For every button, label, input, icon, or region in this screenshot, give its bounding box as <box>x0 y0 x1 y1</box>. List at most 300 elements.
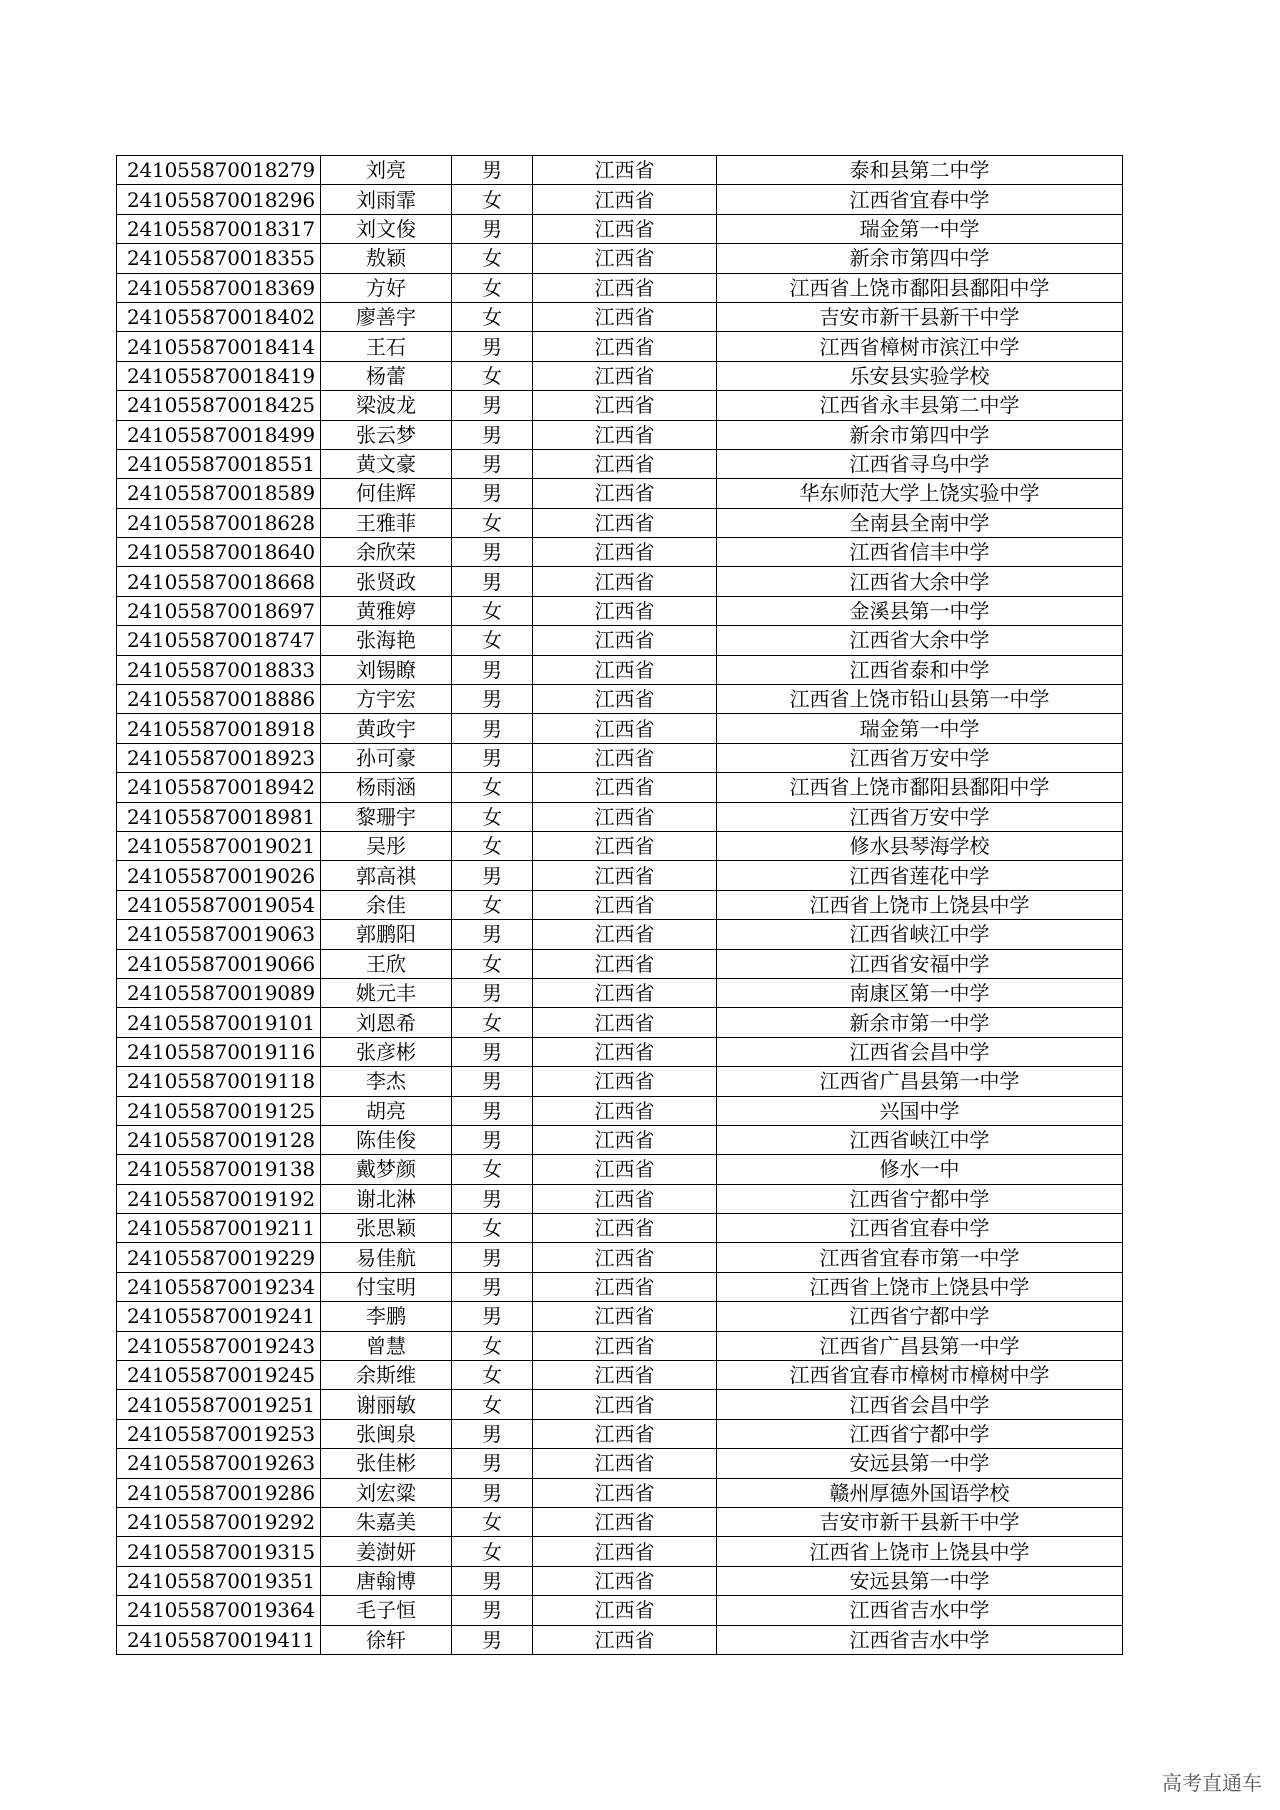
province-cell: 江西省 <box>533 743 717 772</box>
school-cell: 江西省万安中学 <box>717 802 1123 831</box>
name-cell: 杨雨涵 <box>321 773 452 802</box>
table-row <box>117 538 1123 567</box>
candidate-id-cell: 241055870019229 <box>117 1243 321 1272</box>
name-cell: 方宇宏 <box>321 685 452 714</box>
school-cell: 江西省上饶市鄱阳县鄱阳中学 <box>717 273 1123 302</box>
table-row <box>117 1331 1123 1360</box>
gender-cell: 男 <box>452 1096 533 1125</box>
province-cell: 江西省 <box>533 1067 717 1096</box>
table-row <box>117 508 1123 537</box>
table-row <box>117 185 1123 214</box>
gender-cell: 男 <box>452 391 533 420</box>
candidate-id-cell: 241055870019101 <box>117 1008 321 1037</box>
gender-cell: 男 <box>452 1449 533 1478</box>
gender-cell: 女 <box>452 185 533 214</box>
candidate-id-cell: 241055870018697 <box>117 596 321 625</box>
name-cell: 何佳辉 <box>321 479 452 508</box>
school-cell: 江西省永丰县第二中学 <box>717 391 1123 420</box>
name-cell: 余斯维 <box>321 1361 452 1390</box>
school-cell: 兴国中学 <box>717 1096 1123 1125</box>
province-cell: 江西省 <box>533 978 717 1007</box>
table-row <box>117 567 1123 596</box>
school-cell: 江西省上饶市铅山县第一中学 <box>717 685 1123 714</box>
gender-cell: 男 <box>452 1272 533 1301</box>
gender-cell: 男 <box>452 1625 533 1654</box>
name-cell: 梁波龙 <box>321 391 452 420</box>
province-cell: 江西省 <box>533 1155 717 1184</box>
gender-cell: 女 <box>452 361 533 390</box>
province-cell: 江西省 <box>533 538 717 567</box>
candidate-id-cell: 241055870018628 <box>117 508 321 537</box>
candidate-id-cell: 241055870019351 <box>117 1566 321 1595</box>
candidate-id-cell: 241055870019054 <box>117 890 321 919</box>
name-cell: 王欣 <box>321 949 452 978</box>
gender-cell: 男 <box>452 978 533 1007</box>
name-cell: 胡亮 <box>321 1096 452 1125</box>
school-cell: 全南县全南中学 <box>717 508 1123 537</box>
school-cell: 新余市第四中学 <box>717 420 1123 449</box>
gender-cell: 男 <box>452 214 533 243</box>
school-cell: 江西省宜春市第一中学 <box>717 1243 1123 1272</box>
table-row <box>117 861 1123 890</box>
province-cell: 江西省 <box>533 1419 717 1448</box>
school-cell: 瑞金第一中学 <box>717 714 1123 743</box>
school-cell: 乐安县实验学校 <box>717 361 1123 390</box>
school-cell: 江西省寻乌中学 <box>717 449 1123 478</box>
table-row <box>117 1537 1123 1566</box>
name-cell: 戴梦颜 <box>321 1155 452 1184</box>
table-row <box>117 1008 1123 1037</box>
gender-cell: 女 <box>452 1537 533 1566</box>
name-cell: 刘锡瞭 <box>321 655 452 684</box>
school-cell: 江西省吉水中学 <box>717 1625 1123 1654</box>
name-cell: 唐翰博 <box>321 1566 452 1595</box>
province-cell: 江西省 <box>533 626 717 655</box>
name-cell: 姚元丰 <box>321 978 452 1007</box>
candidate-id-cell: 241055870018942 <box>117 773 321 802</box>
gender-cell: 女 <box>452 596 533 625</box>
school-cell: 江西省樟树市滨江中学 <box>717 332 1123 361</box>
gender-cell: 男 <box>452 1419 533 1448</box>
name-cell: 毛子恒 <box>321 1596 452 1625</box>
province-cell: 江西省 <box>533 1507 717 1536</box>
province-cell: 江西省 <box>533 685 717 714</box>
name-cell: 张佳彬 <box>321 1449 452 1478</box>
candidate-id-cell: 241055870019138 <box>117 1155 321 1184</box>
province-cell: 江西省 <box>533 391 717 420</box>
candidate-id-cell: 241055870019128 <box>117 1125 321 1154</box>
candidate-id-cell: 241055870019251 <box>117 1390 321 1419</box>
province-cell: 江西省 <box>533 1331 717 1360</box>
candidate-id-cell: 241055870018833 <box>117 655 321 684</box>
school-cell: 安远县第一中学 <box>717 1566 1123 1595</box>
name-cell: 黄文豪 <box>321 449 452 478</box>
province-cell: 江西省 <box>533 773 717 802</box>
gender-cell: 女 <box>452 773 533 802</box>
province-cell: 江西省 <box>533 508 717 537</box>
gender-cell: 女 <box>452 949 533 978</box>
province-cell: 江西省 <box>533 1243 717 1272</box>
name-cell: 廖善宇 <box>321 302 452 331</box>
table-row <box>117 391 1123 420</box>
province-cell: 江西省 <box>533 332 717 361</box>
candidate-id-cell: 241055870018747 <box>117 626 321 655</box>
gender-cell: 男 <box>452 920 533 949</box>
table-row <box>117 655 1123 684</box>
school-cell: 江西省安福中学 <box>717 949 1123 978</box>
name-cell: 杨蕾 <box>321 361 452 390</box>
watermark-text: 高考直通车 <box>1162 1771 1262 1795</box>
table-row <box>117 214 1123 243</box>
school-cell: 江西省泰和中学 <box>717 655 1123 684</box>
school-cell: 江西省上饶市上饶县中学 <box>717 1537 1123 1566</box>
name-cell: 张彦彬 <box>321 1037 452 1066</box>
name-cell: 郭鹏阳 <box>321 920 452 949</box>
candidate-id-cell: 241055870019089 <box>117 978 321 1007</box>
candidate-id-cell: 241055870019192 <box>117 1184 321 1213</box>
gender-cell: 男 <box>452 538 533 567</box>
candidate-id-cell: 241055870018499 <box>117 420 321 449</box>
school-cell: 江西省峡江中学 <box>717 920 1123 949</box>
gender-cell: 女 <box>452 508 533 537</box>
province-cell: 江西省 <box>533 1537 717 1566</box>
gender-cell: 女 <box>452 1155 533 1184</box>
province-cell: 江西省 <box>533 1096 717 1125</box>
school-cell: 江西省广昌县第一中学 <box>717 1067 1123 1096</box>
table-row <box>117 1125 1123 1154</box>
candidate-id-cell: 241055870018279 <box>117 156 321 185</box>
gender-cell: 女 <box>452 1214 533 1243</box>
province-cell: 江西省 <box>533 361 717 390</box>
province-cell: 江西省 <box>533 802 717 831</box>
roster-body <box>117 156 1123 1655</box>
school-cell: 江西省宜春中学 <box>717 1214 1123 1243</box>
school-cell: 江西省万安中学 <box>717 743 1123 772</box>
school-cell: 吉安市新干县新干中学 <box>717 302 1123 331</box>
gender-cell: 男 <box>452 567 533 596</box>
name-cell: 曾慧 <box>321 1331 452 1360</box>
school-cell: 南康区第一中学 <box>717 978 1123 1007</box>
table-row <box>117 626 1123 655</box>
school-cell: 华东师范大学上饶实验中学 <box>717 479 1123 508</box>
name-cell: 敖颖 <box>321 244 452 273</box>
name-cell: 黎珊宇 <box>321 802 452 831</box>
table-row <box>117 332 1123 361</box>
name-cell: 刘宏粱 <box>321 1478 452 1507</box>
gender-cell: 女 <box>452 1507 533 1536</box>
table-row <box>117 1449 1123 1478</box>
table-row <box>117 1155 1123 1184</box>
province-cell: 江西省 <box>533 861 717 890</box>
province-cell: 江西省 <box>533 1390 717 1419</box>
gender-cell: 女 <box>452 244 533 273</box>
school-cell: 江西省吉水中学 <box>717 1596 1123 1625</box>
candidate-id-cell: 241055870019211 <box>117 1214 321 1243</box>
table-row <box>117 420 1123 449</box>
province-cell: 江西省 <box>533 1302 717 1331</box>
table-row <box>117 1419 1123 1448</box>
gender-cell: 男 <box>452 332 533 361</box>
name-cell: 王石 <box>321 332 452 361</box>
candidate-id-cell: 241055870018589 <box>117 479 321 508</box>
province-cell: 江西省 <box>533 244 717 273</box>
candidate-id-cell: 241055870019026 <box>117 861 321 890</box>
candidate-id-cell: 241055870019063 <box>117 920 321 949</box>
gender-cell: 男 <box>452 1596 533 1625</box>
province-cell: 江西省 <box>533 655 717 684</box>
gender-cell: 女 <box>452 802 533 831</box>
gender-cell: 女 <box>452 302 533 331</box>
province-cell: 江西省 <box>533 949 717 978</box>
name-cell: 朱嘉美 <box>321 1507 452 1536</box>
table-row <box>117 1037 1123 1066</box>
candidate-id-cell: 241055870018981 <box>117 802 321 831</box>
gender-cell: 女 <box>452 1390 533 1419</box>
gender-cell: 女 <box>452 273 533 302</box>
table-row <box>117 920 1123 949</box>
candidate-id-cell: 241055870018414 <box>117 332 321 361</box>
gender-cell: 女 <box>452 831 533 860</box>
school-cell: 江西省会昌中学 <box>717 1390 1123 1419</box>
table-row <box>117 244 1123 273</box>
school-cell: 江西省峡江中学 <box>717 1125 1123 1154</box>
table-row <box>117 1361 1123 1390</box>
candidate-id-cell: 241055870019125 <box>117 1096 321 1125</box>
province-cell: 江西省 <box>533 156 717 185</box>
table-row <box>117 479 1123 508</box>
name-cell: 张云梦 <box>321 420 452 449</box>
gender-cell: 女 <box>452 1331 533 1360</box>
school-cell: 修水县琴海学校 <box>717 831 1123 860</box>
table-row <box>117 1596 1123 1625</box>
school-cell: 修水一中 <box>717 1155 1123 1184</box>
candidate-id-cell: 241055870019364 <box>117 1596 321 1625</box>
gender-cell: 男 <box>452 1067 533 1096</box>
province-cell: 江西省 <box>533 1478 717 1507</box>
province-cell: 江西省 <box>533 596 717 625</box>
province-cell: 江西省 <box>533 1008 717 1037</box>
school-cell: 安远县第一中学 <box>717 1449 1123 1478</box>
school-cell: 江西省宜春中学 <box>717 185 1123 214</box>
name-cell: 孙可豪 <box>321 743 452 772</box>
name-cell: 姜澍妍 <box>321 1537 452 1566</box>
table-row <box>117 890 1123 919</box>
table-row <box>117 1272 1123 1301</box>
candidate-id-cell: 241055870019116 <box>117 1037 321 1066</box>
name-cell: 黄政宇 <box>321 714 452 743</box>
table-row <box>117 1478 1123 1507</box>
name-cell: 余佳 <box>321 890 452 919</box>
gender-cell: 男 <box>452 685 533 714</box>
province-cell: 江西省 <box>533 920 717 949</box>
name-cell: 黄雅婷 <box>321 596 452 625</box>
candidate-id-cell: 241055870019263 <box>117 1449 321 1478</box>
name-cell: 张贤政 <box>321 567 452 596</box>
table-row <box>117 949 1123 978</box>
candidate-id-cell: 241055870019241 <box>117 1302 321 1331</box>
school-cell: 江西省广昌县第一中学 <box>717 1331 1123 1360</box>
gender-cell: 男 <box>452 479 533 508</box>
province-cell: 江西省 <box>533 1449 717 1478</box>
roster-table <box>116 155 1123 1655</box>
name-cell: 刘恩希 <box>321 1008 452 1037</box>
gender-cell: 男 <box>452 655 533 684</box>
table-row <box>117 1067 1123 1096</box>
name-cell: 余欣荣 <box>321 538 452 567</box>
candidate-id-cell: 241055870019243 <box>117 1331 321 1360</box>
school-cell: 泰和县第二中学 <box>717 156 1123 185</box>
gender-cell: 男 <box>452 1037 533 1066</box>
candidate-id-cell: 241055870018918 <box>117 714 321 743</box>
candidate-id-cell: 241055870018419 <box>117 361 321 390</box>
province-cell: 江西省 <box>533 1272 717 1301</box>
table-row <box>117 831 1123 860</box>
province-cell: 江西省 <box>533 831 717 860</box>
candidate-id-cell: 241055870018668 <box>117 567 321 596</box>
table-row <box>117 1625 1123 1654</box>
table-row <box>117 1390 1123 1419</box>
candidate-id-cell: 241055870018425 <box>117 391 321 420</box>
school-cell: 吉安市新干县新干中学 <box>717 1507 1123 1536</box>
school-cell: 江西省上饶市鄱阳县鄱阳中学 <box>717 773 1123 802</box>
province-cell: 江西省 <box>533 567 717 596</box>
candidate-id-cell: 241055870018355 <box>117 244 321 273</box>
table-row <box>117 273 1123 302</box>
candidate-id-cell: 241055870018551 <box>117 449 321 478</box>
candidate-id-cell: 241055870019118 <box>117 1067 321 1096</box>
candidate-id-cell: 241055870019253 <box>117 1419 321 1448</box>
gender-cell: 男 <box>452 156 533 185</box>
school-cell: 新余市第四中学 <box>717 244 1123 273</box>
school-cell: 瑞金第一中学 <box>717 214 1123 243</box>
school-cell: 江西省宜春市樟树市樟树中学 <box>717 1361 1123 1390</box>
school-cell: 江西省莲花中学 <box>717 861 1123 890</box>
school-cell: 江西省宁都中学 <box>717 1184 1123 1213</box>
province-cell: 江西省 <box>533 420 717 449</box>
name-cell: 王雅菲 <box>321 508 452 537</box>
candidate-id-cell: 241055870019315 <box>117 1537 321 1566</box>
candidate-id-cell: 241055870018317 <box>117 214 321 243</box>
table-row <box>117 743 1123 772</box>
school-cell: 金溪县第一中学 <box>717 596 1123 625</box>
table-row <box>117 685 1123 714</box>
name-cell: 刘亮 <box>321 156 452 185</box>
name-cell: 张闽泉 <box>321 1419 452 1448</box>
candidate-id-cell: 241055870018369 <box>117 273 321 302</box>
province-cell: 江西省 <box>533 302 717 331</box>
name-cell: 李鹏 <box>321 1302 452 1331</box>
name-cell: 刘雨霏 <box>321 185 452 214</box>
gender-cell: 女 <box>452 890 533 919</box>
name-cell: 李杰 <box>321 1067 452 1096</box>
school-cell: 赣州厚德外国语学校 <box>717 1478 1123 1507</box>
candidate-id-cell: 241055870019234 <box>117 1272 321 1301</box>
province-cell: 江西省 <box>533 1125 717 1154</box>
table-row <box>117 1243 1123 1272</box>
gender-cell: 男 <box>452 743 533 772</box>
gender-cell: 女 <box>452 1361 533 1390</box>
table-row <box>117 1302 1123 1331</box>
province-cell: 江西省 <box>533 214 717 243</box>
name-cell: 陈佳俊 <box>321 1125 452 1154</box>
school-cell: 新余市第一中学 <box>717 1008 1123 1037</box>
gender-cell: 男 <box>452 420 533 449</box>
candidate-id-cell: 241055870019411 <box>117 1625 321 1654</box>
candidate-id-cell: 241055870018296 <box>117 185 321 214</box>
school-cell: 江西省大余中学 <box>717 626 1123 655</box>
candidate-id-cell: 241055870019245 <box>117 1361 321 1390</box>
gender-cell: 男 <box>452 1302 533 1331</box>
gender-cell: 男 <box>452 1566 533 1595</box>
table-row <box>117 1184 1123 1213</box>
gender-cell: 男 <box>452 1125 533 1154</box>
candidate-id-cell: 241055870019066 <box>117 949 321 978</box>
school-cell: 江西省宁都中学 <box>717 1419 1123 1448</box>
name-cell: 谢丽敏 <box>321 1390 452 1419</box>
candidate-id-cell: 241055870019292 <box>117 1507 321 1536</box>
table-row <box>117 1507 1123 1536</box>
name-cell: 张思颖 <box>321 1214 452 1243</box>
school-cell: 江西省信丰中学 <box>717 538 1123 567</box>
province-cell: 江西省 <box>533 1214 717 1243</box>
gender-cell: 男 <box>452 1478 533 1507</box>
table-row <box>117 156 1123 185</box>
gender-cell: 男 <box>452 1243 533 1272</box>
table-row <box>117 1096 1123 1125</box>
school-cell: 江西省上饶市上饶县中学 <box>717 890 1123 919</box>
province-cell: 江西省 <box>533 479 717 508</box>
candidate-id-cell: 241055870019021 <box>117 831 321 860</box>
table-row <box>117 714 1123 743</box>
table-row <box>117 449 1123 478</box>
name-cell: 吴彤 <box>321 831 452 860</box>
table-row <box>117 802 1123 831</box>
name-cell: 徐轩 <box>321 1625 452 1654</box>
candidate-id-cell: 241055870018402 <box>117 302 321 331</box>
name-cell: 张海艳 <box>321 626 452 655</box>
province-cell: 江西省 <box>533 185 717 214</box>
province-cell: 江西省 <box>533 1184 717 1213</box>
province-cell: 江西省 <box>533 273 717 302</box>
name-cell: 方好 <box>321 273 452 302</box>
name-cell: 易佳航 <box>321 1243 452 1272</box>
candidate-id-cell: 241055870018886 <box>117 685 321 714</box>
school-cell: 江西省宁都中学 <box>717 1302 1123 1331</box>
name-cell: 刘文俊 <box>321 214 452 243</box>
province-cell: 江西省 <box>533 449 717 478</box>
school-cell: 江西省上饶市上饶县中学 <box>717 1272 1123 1301</box>
province-cell: 江西省 <box>533 714 717 743</box>
name-cell: 谢北淋 <box>321 1184 452 1213</box>
table-row <box>117 1214 1123 1243</box>
table-row <box>117 1566 1123 1595</box>
gender-cell: 男 <box>452 861 533 890</box>
province-cell: 江西省 <box>533 1596 717 1625</box>
gender-cell: 女 <box>452 1008 533 1037</box>
table-row <box>117 302 1123 331</box>
candidate-id-cell: 241055870019286 <box>117 1478 321 1507</box>
province-cell: 江西省 <box>533 890 717 919</box>
province-cell: 江西省 <box>533 1566 717 1595</box>
candidate-id-cell: 241055870018923 <box>117 743 321 772</box>
school-cell: 江西省大余中学 <box>717 567 1123 596</box>
candidate-id-cell: 241055870018640 <box>117 538 321 567</box>
table-row <box>117 773 1123 802</box>
province-cell: 江西省 <box>533 1625 717 1654</box>
province-cell: 江西省 <box>533 1361 717 1390</box>
table-row <box>117 596 1123 625</box>
gender-cell: 男 <box>452 449 533 478</box>
